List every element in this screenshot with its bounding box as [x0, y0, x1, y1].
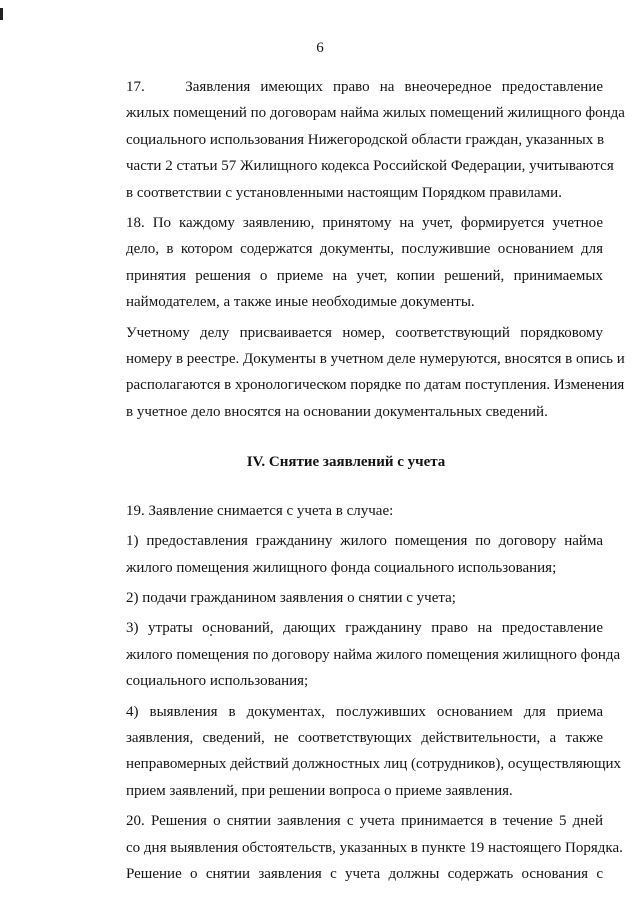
line: жилых помещений по договорам найма жилых помещений жилищного фонда	[126, 105, 625, 122]
paragraph-19-item-2	[89, 585, 603, 611]
page-number: 6	[316, 40, 324, 56]
paragraph-case-number	[89, 320, 625, 426]
line: со дня выявления обстоятельств, указанных в пункте 19 настоящего Порядка.	[126, 839, 623, 856]
line: принятия решения о приеме на учет, копии решений, принимаемых	[126, 267, 603, 284]
line: 1) предоставления гражданину жилого помещения по договору найма	[126, 533, 603, 550]
line: Решение о снятии заявления с учета должны содержать основания с	[126, 865, 603, 882]
line: социального использования;	[126, 673, 309, 690]
line: заявления, сведений, не соответствующих действительности, а также	[126, 729, 603, 746]
paragraph-19-item-1	[89, 528, 603, 581]
line: 18. По каждому заявлению, принятому на учет, формируется учетное	[126, 215, 603, 232]
line: 19. Заявление снимается с учета в случае:	[126, 502, 394, 519]
line: жилого помещения по договору найма жилого помещения жилищного фонда	[126, 646, 621, 663]
line: номеру в реестре. Документы в учетном деле нумеруются, вносятся в опись и	[126, 351, 625, 368]
line: жилого помещения жилищного фонда социального использования;	[126, 559, 557, 576]
paragraph-18	[89, 210, 603, 316]
line: 2) подачи гражданином заявления о снятии с учета;	[126, 589, 456, 606]
line: прием заявлений, при решении вопроса о приеме заявления.	[126, 782, 513, 799]
paragraph-17	[89, 74, 625, 206]
line: в учетное дело вносятся на основании документальных сведений.	[126, 403, 548, 420]
line: Учетному делу присваивается номер, соответствующий порядковому	[126, 324, 603, 341]
line: 4) выявления в документах, послуживших основанием для приема	[126, 703, 603, 720]
line: дело, в котором содержатся документы, послужившие основанием для	[126, 241, 603, 258]
scan-edge-mark	[0, 8, 3, 20]
line: социального использования Нижегородской области граждан, указанных в	[126, 131, 605, 148]
line: располагаются в хронологическом порядке по датам поступления. Изменения	[126, 377, 625, 394]
document-body	[89, 74, 625, 891]
line: 3) утраты оснований, дающих гражданину право на предоставление	[126, 620, 603, 637]
section-heading: IV. Снятие заявлений с учета	[246, 454, 446, 471]
paragraph-19-item-4	[89, 699, 622, 805]
line: в соответствии с установленными настоящим Порядком правилами.	[126, 184, 562, 201]
line: наймодателем, а также иные необходимые документы.	[126, 294, 475, 311]
line: 17. Заявления имеющих право на внеочередное предоставление	[126, 79, 603, 95]
line: части 2 статьи 57 Жилищного кодекса Российской Федерации, учитываются	[126, 158, 614, 175]
paragraph-19-item-3	[89, 615, 621, 694]
line: 20. Решения о снятии заявления с учета принимается в течение 5 дней	[126, 813, 603, 830]
paragraph-19	[89, 498, 603, 524]
line: неправомерных действий должностных лиц (сотрудников), осуществляющих	[126, 756, 622, 773]
paragraph-20	[89, 808, 623, 887]
